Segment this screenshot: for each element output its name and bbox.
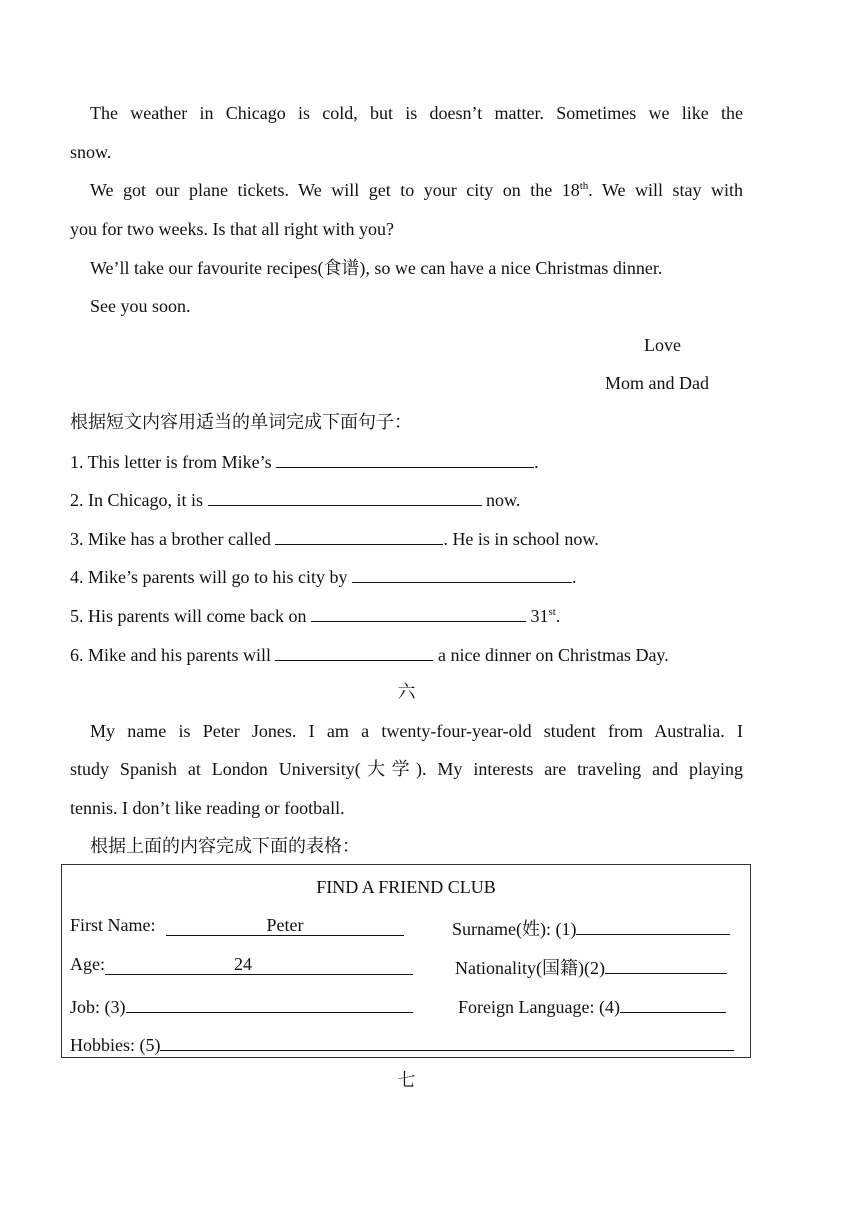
question-5 (70, 603, 743, 628)
language-row (458, 991, 726, 1019)
question-4 (70, 564, 743, 589)
letter-p2-text-a: We got our plane tickets. We will get to your city on the 18 (90, 180, 580, 200)
age-row (70, 952, 413, 976)
question-6-blank[interactable] (275, 642, 433, 661)
age-label: Age: (70, 954, 105, 974)
first-name-row (70, 913, 404, 937)
letter-paragraph-1-line-1: The weather in Chicago is cold, but is doesn’t matter. Sometimes we like the (90, 103, 743, 123)
surname-field[interactable] (576, 913, 730, 935)
question-1-blank[interactable] (276, 449, 534, 468)
question-3-end: . He is in school now. (443, 529, 599, 549)
question-3-text: 3. Mike has a brother called (70, 529, 271, 549)
surname-label: Surname(姓): (1) (452, 919, 577, 939)
job-field[interactable] (126, 991, 413, 1013)
form-title: FIND A FRIEND CLUB (316, 877, 496, 897)
language-label: Foreign Language: (4) (458, 997, 620, 1017)
letter-paragraph-2-line-1 (70, 178, 743, 202)
first-name-field[interactable] (166, 914, 404, 936)
question-6 (70, 642, 743, 667)
question-2 (70, 487, 743, 512)
language-field[interactable] (620, 991, 726, 1013)
job-label: Job: (3) (70, 997, 126, 1017)
question-6-text: 6. Mike and his parents will (70, 645, 271, 665)
age-value: 24 (234, 954, 252, 974)
exercise-instruction: 根据短文内容用适当的单词完成下面句子： (70, 412, 412, 432)
question-6-end: a nice dinner on Christmas Day. (437, 645, 669, 665)
question-4-blank[interactable] (352, 564, 572, 583)
question-4-end: . (571, 567, 577, 587)
letter-closing: Love (644, 335, 681, 355)
nationality-field[interactable] (605, 952, 727, 974)
age-field[interactable] (105, 953, 413, 975)
section-6-heading: 六 (397, 682, 416, 702)
letter-signature: Mom and Dad (605, 373, 709, 393)
question-5-blank[interactable] (311, 603, 526, 622)
question-3 (70, 526, 743, 551)
letter-paragraph-1-line-2: snow. (70, 142, 112, 162)
section-6-line-2: study Spanish at London University(大学). My interests are traveling and playing (70, 759, 743, 779)
letter-paragraph-3: We’ll take our favourite recipes(食谱), so we can have a nice Christmas dinner. (90, 258, 663, 278)
section-7-heading: 七 (397, 1070, 416, 1090)
first-name-label: First Name: (70, 915, 156, 935)
section-6-line-1: My name is Peter Jones. I am a twenty-four-year-old student from Australia. I (90, 721, 743, 741)
question-2-blank[interactable] (208, 487, 482, 506)
section-6-instruction: 根据上面的内容完成下面的表格： (90, 836, 360, 856)
question-1-end: . (534, 452, 539, 472)
hobbies-label: Hobbies: (5) (70, 1035, 161, 1055)
question-1 (70, 449, 743, 474)
letter-p2-text-b: . We will stay with (588, 180, 743, 200)
letter-paragraph-4: See you soon. (90, 296, 191, 316)
question-4-text: 4. Mike’s parents will go to his city by (70, 567, 348, 587)
question-3-blank[interactable] (275, 526, 443, 545)
question-5-text: 5. His parents will come back on (70, 606, 307, 626)
nationality-label: Nationality(国籍)(2) (455, 958, 605, 978)
question-5-date: 31 (530, 606, 549, 626)
surname-row (452, 913, 730, 941)
hobbies-field[interactable] (160, 1029, 734, 1051)
friend-club-form (61, 864, 751, 1058)
letter-p2-sup: th (579, 180, 589, 192)
nationality-row (455, 952, 727, 980)
question-2-end: now. (486, 490, 521, 510)
question-1-text: 1. This letter is from Mike’s (70, 452, 272, 472)
hobbies-row (70, 1029, 734, 1057)
job-row (70, 991, 413, 1019)
letter-paragraph-2-line-2: you for two weeks. Is that all right with you? (70, 219, 394, 239)
section-6-line-3: tennis. I don’t like reading or football. (70, 798, 345, 818)
question-2-text: 2. In Chicago, it is (70, 490, 203, 510)
question-5-sup: st (548, 606, 556, 618)
first-name-value: Peter (266, 915, 304, 935)
question-5-end: . (555, 606, 561, 626)
